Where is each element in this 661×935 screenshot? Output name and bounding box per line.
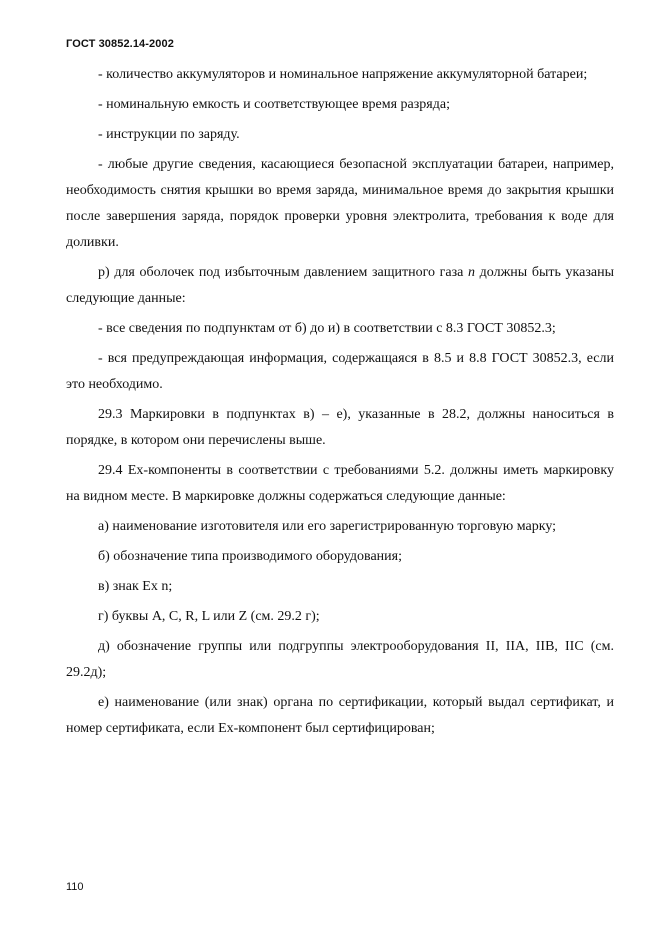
document-header: ГОСТ 30852.14-2002 [66, 38, 174, 50]
document-body [66, 62, 614, 746]
list-item-v: в) знак Ex n; [98, 579, 173, 594]
paragraph-italic-symbol: n [468, 265, 476, 280]
paragraph-all-info: - все сведения по подпунктам от б) до и) в соответствии с 8.3 ГОСТ 30852.3; [98, 321, 556, 336]
paragraph-text-part: должны быть указаны следующие данные: [66, 265, 614, 306]
paragraph-warnings: - вся предупреждающая информация, содержащаяся в 8.5 и 8.8 ГОСТ 30852.3, если это необходимо. [66, 351, 614, 392]
paragraph-battery-count: - количество аккумуляторов и номинальное напряжение аккумуляторной батареи; [98, 67, 588, 82]
list-item-a: а) наименование изготовителя или его зарегистрированную торговую марку; [98, 519, 557, 534]
paragraph-pressurized-enclosures [66, 260, 614, 312]
paragraph-29-4: 29.4 Ex-компоненты в соответствии с требованиями 5.2. должны иметь маркировку на видном месте. В маркировке должны содержаться следующие данные: [66, 463, 614, 504]
list-item-d: д) обозначение группы или подгруппы электрооборудования II, IIA, IIB, IIC (см. 29.2д); [66, 639, 614, 680]
paragraph-safety-info: - любые другие сведения, касающиеся безопасной эксплуатации батареи, например, необходимость снятия крышки во время заряда, минимальное время до закрытия крышки после завершения заряда, порядок проверки уровня электролита, требования к воде для доливки. [66, 157, 614, 250]
paragraph-nominal-capacity: - номинальную емкость и соответствующее время разряда; [98, 97, 450, 112]
paragraph-charge-instructions: - инструкции по заряду. [98, 127, 240, 142]
list-item-e: е) наименование (или знак) органа по сертификации, который выдал сертификат, и номер сертификата, если Ex-компонент был сертифицирован; [66, 695, 614, 736]
list-item-b: б) обозначение типа производимого оборудования; [98, 549, 402, 564]
paragraph-text-part: р) для оболочек под избыточным давлением защитного газа [98, 265, 469, 280]
paragraph-29-3: 29.3 Маркировки в подпунктах в) – е), указанные в 28.2, должны наноситься в порядке, в котором они перечислены выше. [66, 407, 614, 448]
list-item-g: г) буквы A, C, R, L или Z (см. 29.2 г); [98, 609, 320, 624]
page-number: 110 [66, 881, 84, 893]
